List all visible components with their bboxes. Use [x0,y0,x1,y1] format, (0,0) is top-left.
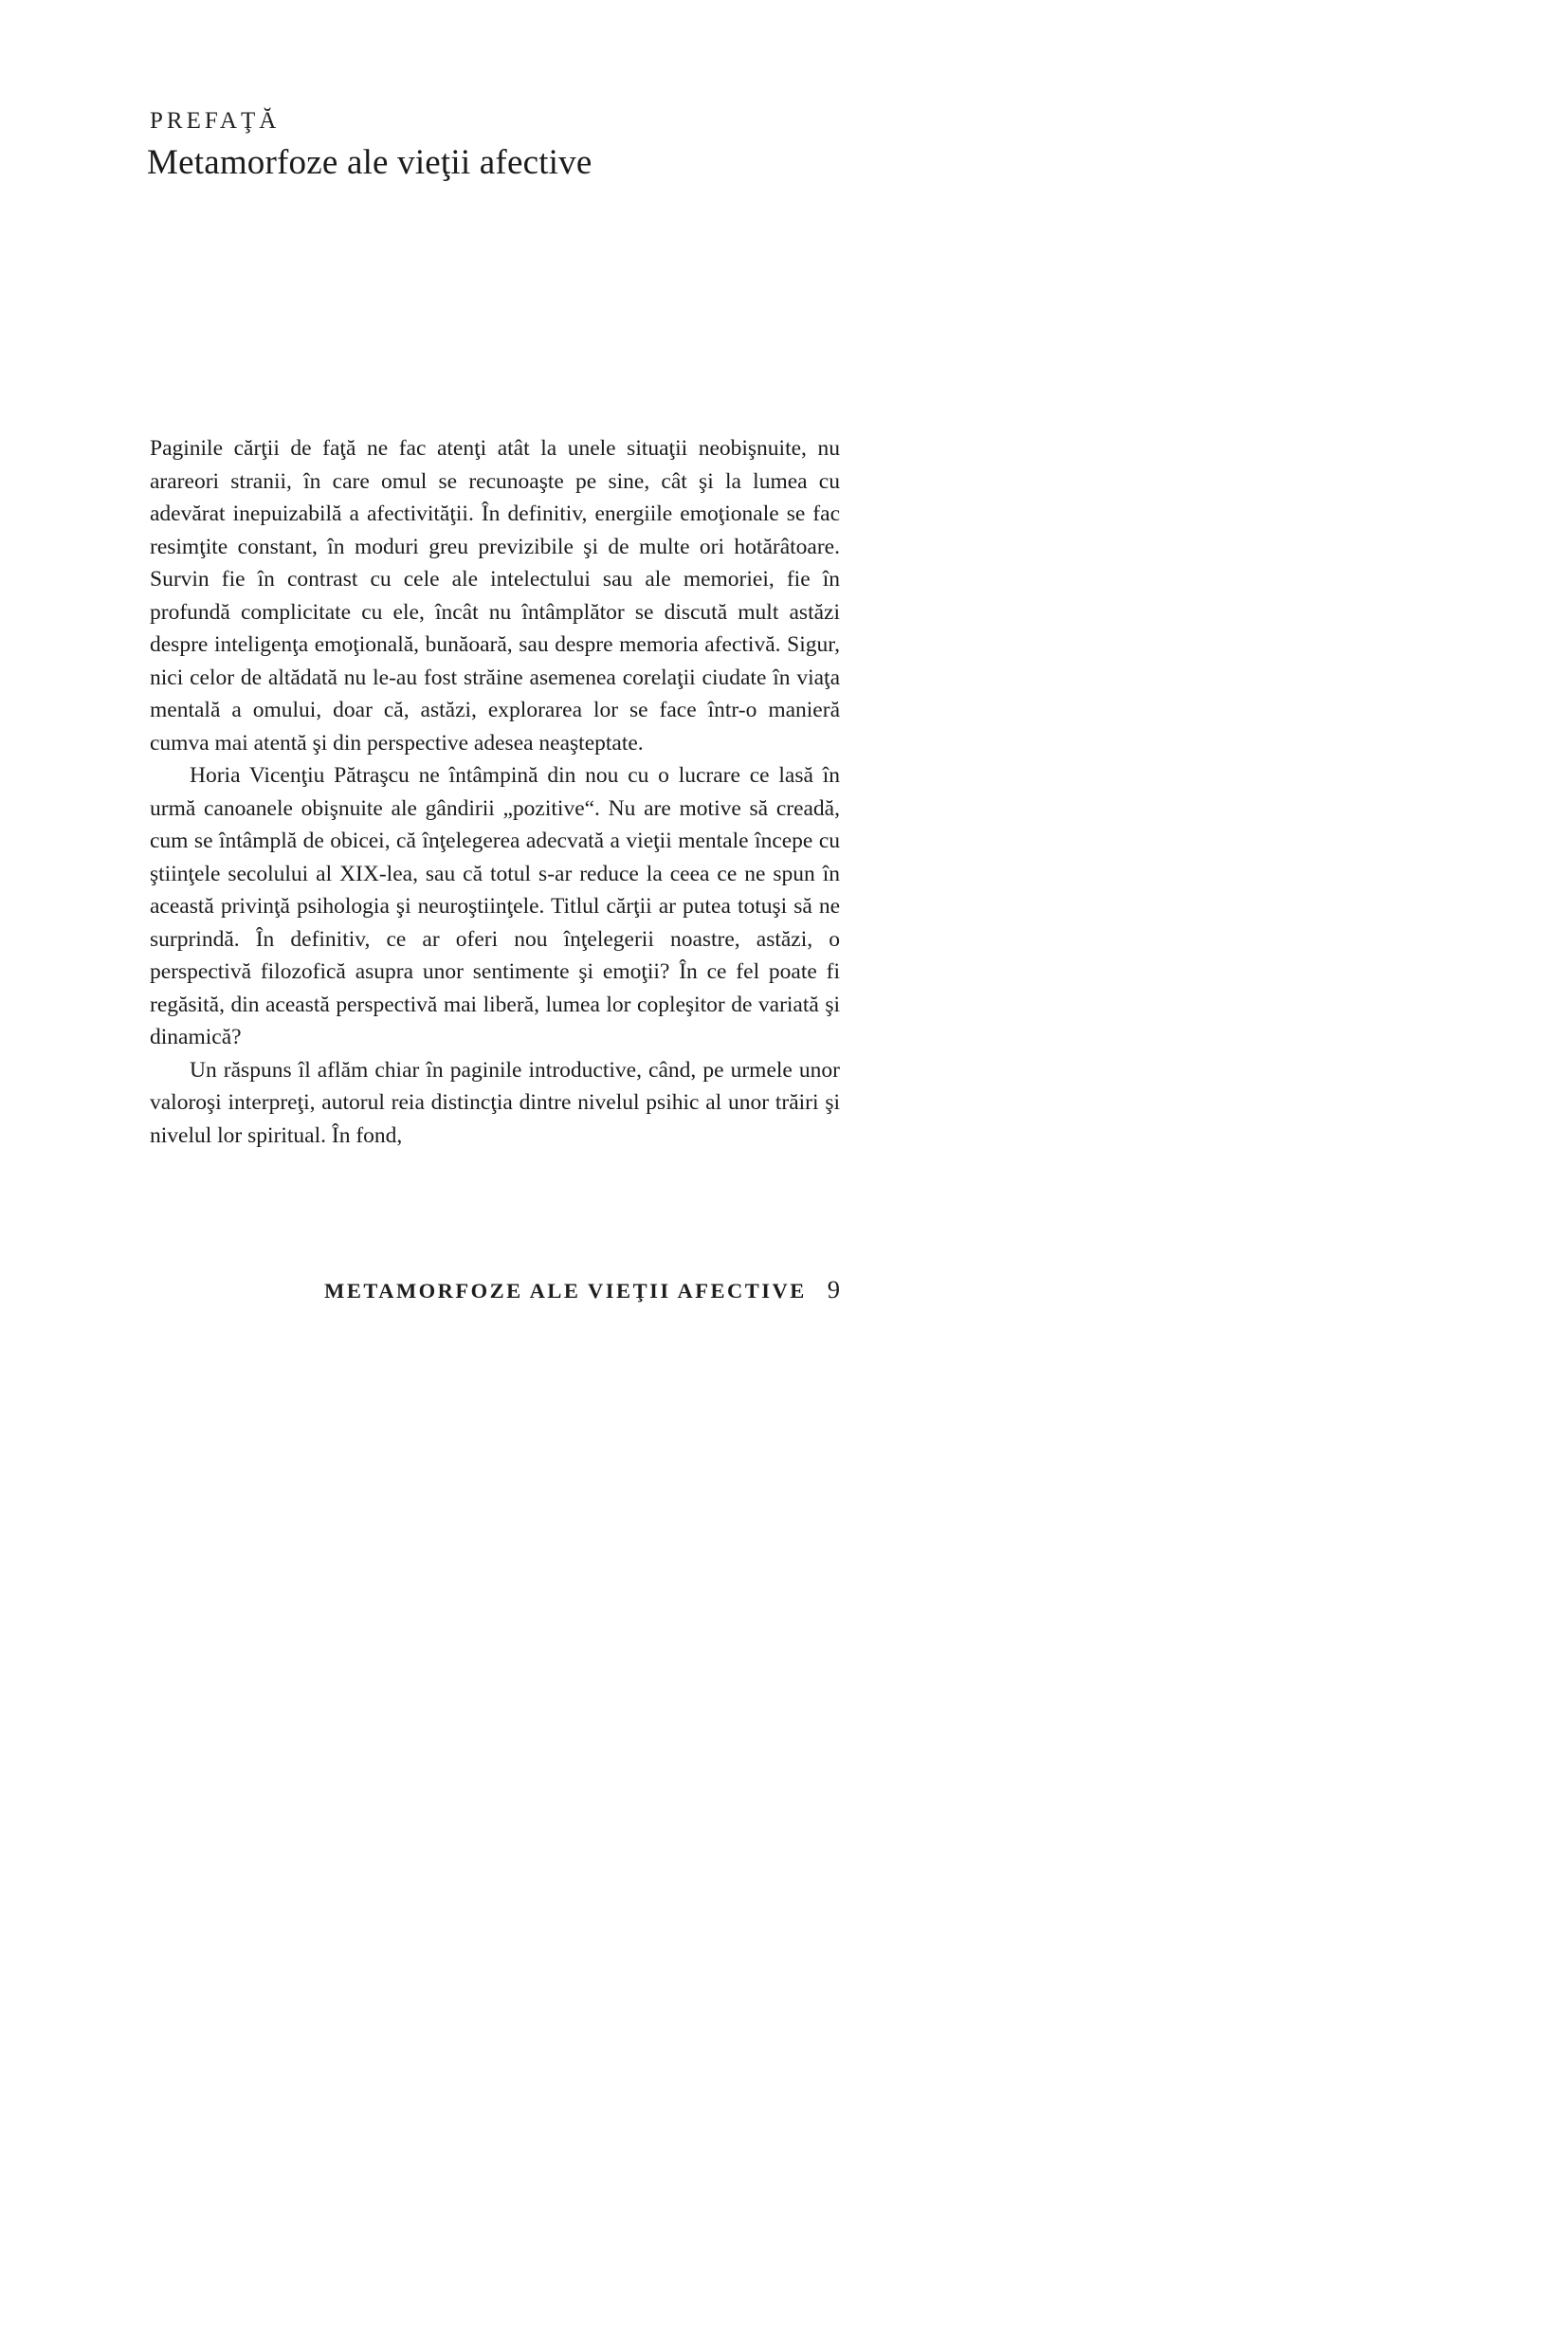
page-number: 9 [827,1275,840,1303]
body-text [150,432,840,1152]
running-title: METAMORFOZE ALE VIEŢII AFECTIVE [324,1279,807,1303]
section-kicker: PREFAŢĂ [150,108,281,134]
paragraph: Un răspuns îl aflăm chiar în paginile introductive, când, pe urmele unor valoroşi interpreţi, autorul reia distincţia dintre nivelul psihic al unor trăiri şi nivelul lor spiritual. În fond, [150,1057,840,1148]
paragraph: Horia Vicenţiu Pătraşcu ne întâmpină din nou cu o lucrare ce lasă în urmă canoanele obişnuite ale gândirii „pozitive“. Nu are motive să creadă, cum se întâmplă de obicei, că înţelegerea adecvată a vieţii mentale începe cu ştiinţele secolului al XIX-lea, sau că totul s-ar reduce la ceea ce ne spun în această privinţă psihologia şi neuroştiinţele. Titlul cărţii ar putea totuşi să ne surprindă. În definitiv, ce ar oferi nou înţelegerii noastre, astăzi, o perspectivă filozofică asupra unor sentimente şi emoţii? În ce fel poate fi regăsită, din această perspectivă mai liberă, lumea lor copleşitor de variată şi dinamică? [150,763,840,1049]
page-footer [150,1275,840,1304]
page-title: Metamorfoze ale vieţii afective [147,143,593,182]
paragraph: Paginile cărţii de faţă ne fac atenţi atât la unele situaţii neobişnuite, nu arareori stranii, în care omul se recunoaşte pe sine, cât şi la lumea cu adevărat inepuizabilă a afectivităţii. În definitiv, energiile emoţionale se fac resimţite constant, în moduri greu previzibile şi de multe ori hotărâtoare. Survin fie în contrast cu cele ale intelectului sau ale memoriei, fie în profundă complicitate cu ele, încât nu întâmplător se discută mult astăzi despre inteligenţa emoţională, bunăoară, sau despre memoria afectivă. Sigur, nici celor de altădată nu le-au fost străine asemenea corelaţii ciudate în viaţa mentală a omului, doar că, astăzi, explorarea lor se face într-o manieră cumva mai atentă şi din perspective adesea neaşteptate. [150,436,840,756]
